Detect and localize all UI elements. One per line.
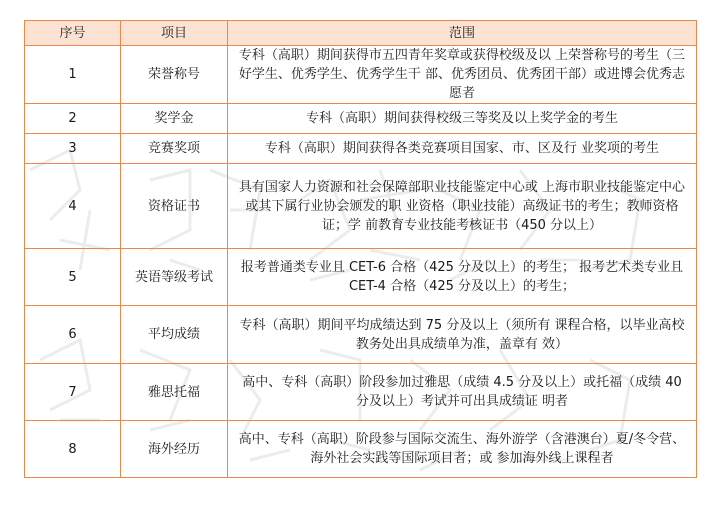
row-scope: 专科（高职）期间平均成绩达到 75 分及以上（须所有 课程合格，以毕业高校教务处出具成绩单为准，盖章有 效） <box>228 306 697 364</box>
row-scope: 具有国家人力资源和社会保障部职业技能鉴定中心或 上海市职业技能鉴定中心或其下属行业协会颁发的职 业资格（职业技能）高级证书的考生；教师资格证；学 前教育专业技能考核证书（450 分以上） <box>228 164 697 249</box>
header-no: 序号 <box>25 21 121 46</box>
row-scope: 专科（高职）期间获得校级三等奖及以上奖学金的考生 <box>228 104 697 134</box>
table-header-row <box>25 21 697 46</box>
row-no: 3 <box>25 134 121 164</box>
row-item: 竞赛奖项 <box>121 134 228 164</box>
row-item: 奖学金 <box>121 104 228 134</box>
row-no: 7 <box>25 364 121 421</box>
table-row <box>25 249 697 306</box>
row-scope: 高中、专科（高职）阶段参与国际交流生、海外游学（含港澳台）夏/冬令营、海外社会实践等国际项目者；或 参加海外线上课程者 <box>228 421 697 478</box>
row-item: 资格证书 <box>121 164 228 249</box>
table-row <box>25 104 697 134</box>
row-scope: 专科（高职）期间获得各类竞赛项目国家、市、区及行 业奖项的考生 <box>228 134 697 164</box>
table-row <box>25 421 697 478</box>
row-no: 6 <box>25 306 121 364</box>
table-row <box>25 164 697 249</box>
row-scope: 专科（高职）期间获得市五四青年奖章或获得校级及以 上荣誉称号的考生（三好学生、优秀学生、优秀学生干 部、优秀团员、优秀团干部）或进博会优秀志愿者 <box>228 46 697 104</box>
row-scope: 报考普通类专业且 CET-6 合格（425 分及以上）的考生； 报考艺术类专业且 CET-4 合格（425 分及以上）的考生； <box>228 249 697 306</box>
table-row <box>25 46 697 104</box>
row-no: 1 <box>25 46 121 104</box>
table-row <box>25 306 697 364</box>
row-no: 8 <box>25 421 121 478</box>
row-item: 海外经历 <box>121 421 228 478</box>
row-item: 雅思托福 <box>121 364 228 421</box>
header-scope: 范围 <box>228 21 697 46</box>
row-no: 4 <box>25 164 121 249</box>
row-item: 平均成绩 <box>121 306 228 364</box>
row-item: 荣誉称号 <box>121 46 228 104</box>
header-item: 项目 <box>121 21 228 46</box>
row-no: 5 <box>25 249 121 306</box>
admission-criteria-table <box>24 20 697 478</box>
table-row <box>25 134 697 164</box>
table-row <box>25 364 697 421</box>
row-item: 英语等级考试 <box>121 249 228 306</box>
row-no: 2 <box>25 104 121 134</box>
row-scope: 高中、专科（高职）阶段参加过雅思（成绩 4.5 分及以上）或托福（成绩 40 分及以上）考试并可出具成绩证 明者 <box>228 364 697 421</box>
